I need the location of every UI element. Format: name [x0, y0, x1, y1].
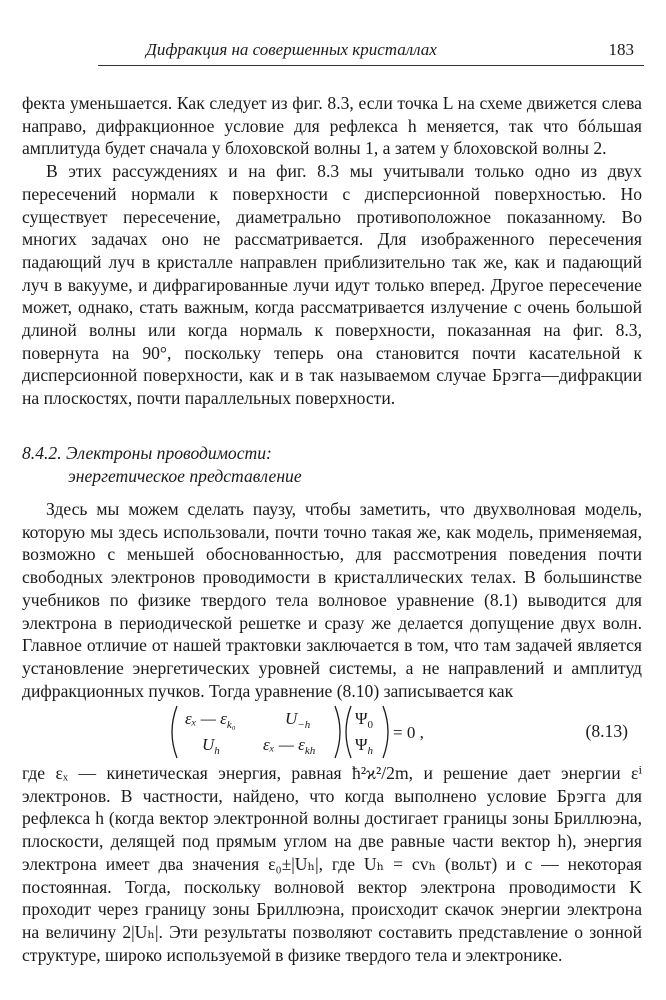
page-header [98, 40, 644, 64]
matrix-cell-12: $U_{-h}$ [285, 709, 311, 731]
vector-cell-2: $\Psi_h$ [355, 735, 374, 757]
matrix-left-paren [172, 706, 177, 758]
matrix-cell-22: εₓ — $\varepsilon_{kh}$ [263, 735, 316, 757]
text-block-middle [22, 498, 642, 702]
section-heading [22, 442, 302, 488]
matrix-right-paren [335, 706, 340, 758]
equation-svg [167, 704, 497, 760]
paragraph-kinetic-energy: где εₓ — кинетическая энергия, равная ħ²ϰ²/2m, и решение дает энергии εⁱ электронов. В частности, найдено, что когда выполнено условие Брэгга для рефлекса h (когда вектор электронной волны достигает границы зоны Бриллюэна, плоскости, делящей под прямым углом на две равные части вектор h), энергия электрона имеет два значения ε₀±|Uₕ|, где Uₕ = cvₕ (вольт) и c — некоторая постоянная. Тогда, поскольку волновой вектор электрона проводимости K проходит через границу зоны Бриллюэна, происходит скачок энергии электрона на величину 2|Uₕ|. Эти результаты позволяют составить представление о зонной структуре, широко используемой в физике твердого тела и электронике. [22, 763, 642, 965]
running-title: Дифракция на совершенных кристаллах [146, 40, 437, 59]
vector-left-paren [346, 706, 351, 758]
equation-body [167, 704, 497, 765]
equation-rhs: = 0 , [393, 723, 424, 742]
paragraph-intersections: В этих рассуждениях и на фиг. 8.3 мы учитывали только одно из двух пересечений нормали к поверхности с дисперсионной поверхностью. Но существует пересечение, диаметрально противоположное показанному. Во многих задачах оно не рассматривается. Для изображенного пересечения падающий луч в кристалле направлен приблизительно так же, как и падающий луч в вакууме, и дифрагированные лучи идут только вперед. Другое пересечение может, однако, стать важным, когда рассматривается излучение с очень большой длиной волны или когда нормаль к поверхности, показанная на фиг. 8.3, повернута на 90°, поскольку теперь она становится почти касательной к дисперсионной поверхности, как и в так называемом случае Брэгга—дифракции на плоскостях, почти параллельных поверхности. [22, 161, 642, 409]
text-block-bottom [22, 762, 642, 966]
section-heading-line2: энергетическое представление [68, 466, 302, 486]
section-heading-line1: 8.4.2. Электроны проводимости: [22, 443, 272, 463]
paragraph-two-wave-model: Здесь мы можем сделать паузу, чтобы заметить, что двухволновая модель, которую мы здесь использовали, почти точно такая же, как модель, применяемая, возможно с меньшей обоснованностью, для рассмотрения поведения почти свободных электронов проводимости в кристаллических телах. В большинстве учебников по физике твердого тела волновое уравнение (8.1) выводится для электрона в периодической решетке и сразу же делается допущение двух волн. Главное отличие от нашей трактовки заключается в том, что там задачей является установление энергетических уровней системы, а не направлений и амплитуд дифракционных пучков. Тогда уравнение (8.10) записывается как [22, 499, 642, 701]
matrix-cell-21: $U_h$ [202, 735, 220, 757]
equation-8-13 [22, 704, 642, 760]
page-number: 183 [608, 40, 634, 59]
header-rule [98, 65, 644, 66]
text-block-top [22, 92, 642, 410]
vector-right-paren [383, 706, 388, 758]
paragraph-continued: фекта уменьшается. Как следует из фиг. 8.3, если точка L на схеме движется слева направо, дифракционное условие для рефлекса h меняется, так что бóльшая амплитуда будет сначала у блоховской волны 1, а затем у блоховской волны 2. [22, 93, 642, 159]
vector-cell-1: $\Psi_0$ [355, 709, 374, 731]
matrix-cell-11: εₓ — $\varepsilon_{k_0}$ [185, 709, 236, 731]
equation-number: (8.13) [585, 721, 628, 741]
